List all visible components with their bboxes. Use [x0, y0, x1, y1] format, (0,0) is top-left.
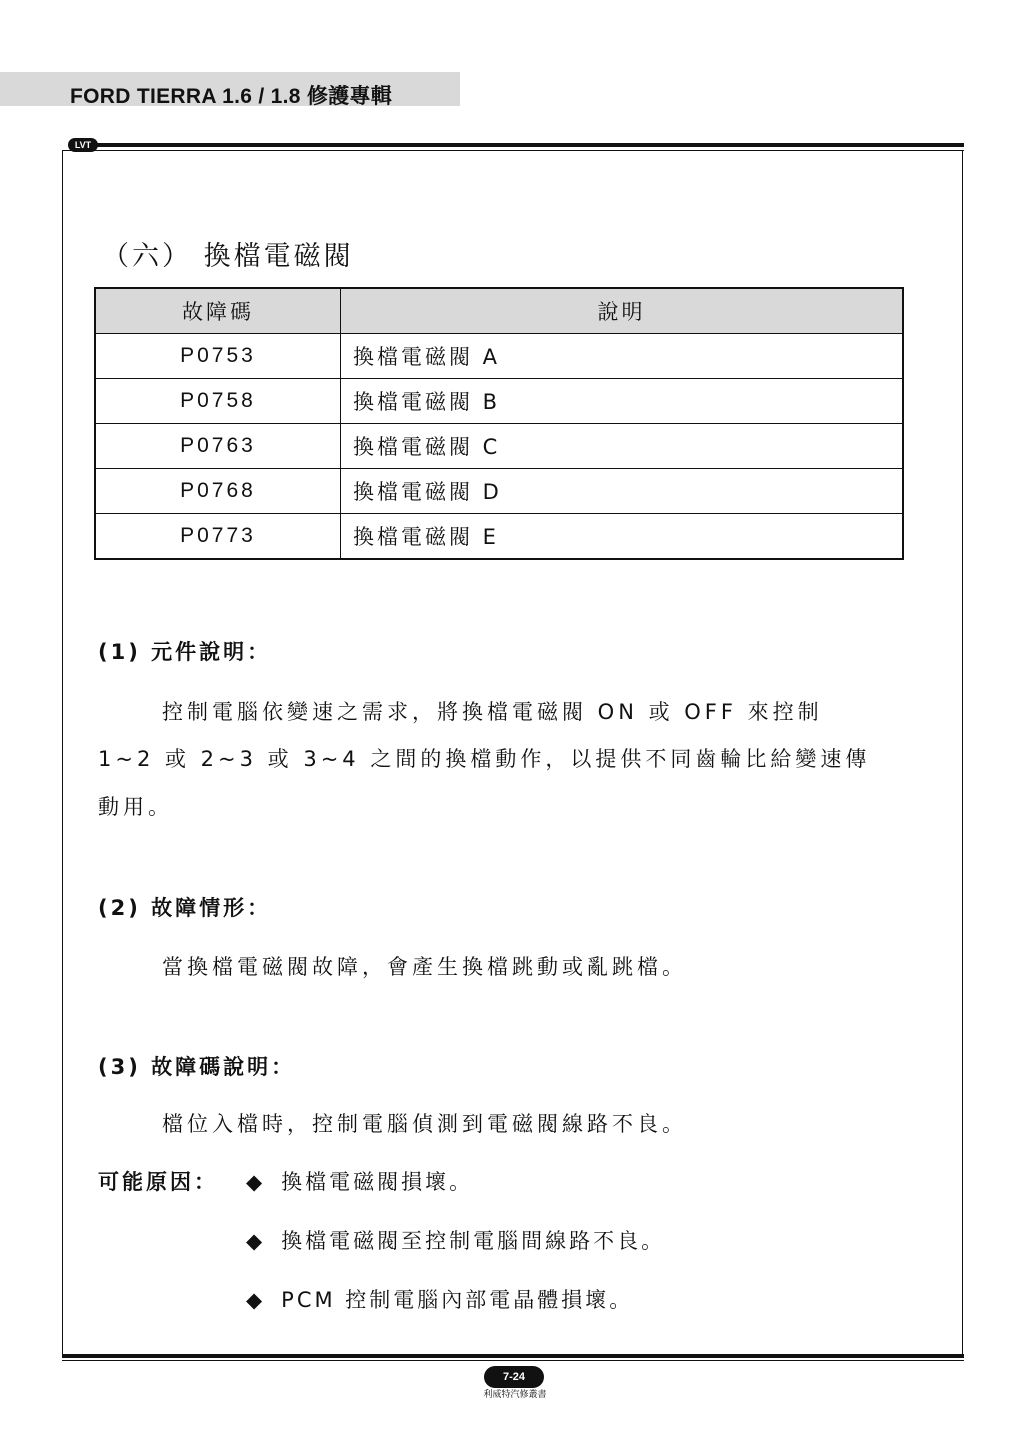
header-code: 故障碼	[95, 288, 341, 334]
cause-text: 換檔電磁閥損壞。	[281, 1170, 474, 1194]
table-row	[95, 424, 903, 469]
cause-text: PCM 控制電腦內部電晶體損壞。	[281, 1288, 634, 1312]
header-title: FORD TIERRA 1.6 / 1.8 修護專輯	[70, 85, 393, 108]
dtc-code: P0758	[95, 379, 341, 424]
dtc-code: P0773	[95, 514, 341, 560]
page-number: 7-24	[484, 1366, 544, 1388]
heading-component: (1) 元件說明：	[98, 640, 272, 664]
diamond-bullet-icon: ◆	[246, 1229, 266, 1253]
heading-dtc-desc: (3) 故障碼說明：	[98, 1055, 296, 1079]
cause-item	[246, 1166, 473, 1196]
publisher-name: 利威特汽修叢書	[483, 1390, 547, 1400]
bottom-rule	[62, 1354, 964, 1358]
dtc-code: P0768	[95, 469, 341, 514]
dtc-desc: 換檔電磁閥 D	[341, 469, 904, 514]
dtc-code: P0753	[95, 334, 341, 379]
publisher-logo: LVT	[68, 138, 98, 152]
heading-fault: (2) 故障情形：	[98, 896, 272, 920]
dtc-desc: 換檔電磁閥 A	[341, 334, 904, 379]
dtc-desc: 換檔電磁閥 B	[341, 379, 904, 424]
cause-text: 換檔電磁閥至控制電腦間線路不良。	[281, 1229, 666, 1253]
dtc-desc: 換檔電磁閥 C	[341, 424, 904, 469]
section-title: （六） 換檔電磁閥	[102, 241, 354, 272]
table-row	[95, 379, 903, 424]
table-row	[95, 334, 903, 379]
bottom-rule-thin	[62, 1360, 964, 1361]
diamond-bullet-icon: ◆	[246, 1170, 266, 1194]
dtc-desc: 換檔電磁閥 E	[341, 514, 904, 560]
component-text-line3: 動用。	[98, 795, 173, 819]
top-rule	[92, 143, 964, 147]
causes-label: 可能原因：	[98, 1170, 218, 1194]
table-row	[95, 469, 903, 514]
fault-text: 當換檔電磁閥故障，會產生換檔跳動或亂跳檔。	[162, 955, 687, 979]
table-row	[95, 514, 903, 560]
dtc-code: P0763	[95, 424, 341, 469]
cause-item	[246, 1284, 633, 1314]
dtc-desc-text: 檔位入檔時，控制電腦偵測到電磁閥線路不良。	[162, 1112, 687, 1136]
table-header-row	[95, 288, 903, 334]
header-desc: 說明	[341, 288, 904, 334]
component-text-line2: 1~2 或 2~3 或 3~4 之間的換檔動作，以提供不同齒輪比給變速傳	[98, 747, 871, 771]
dtc-table	[94, 287, 904, 560]
component-text-line1: 控制電腦依變速之需求，將換檔電磁閥 ON 或 OFF 來控制	[162, 700, 823, 724]
diamond-bullet-icon: ◆	[246, 1288, 266, 1312]
cause-item	[246, 1225, 665, 1255]
